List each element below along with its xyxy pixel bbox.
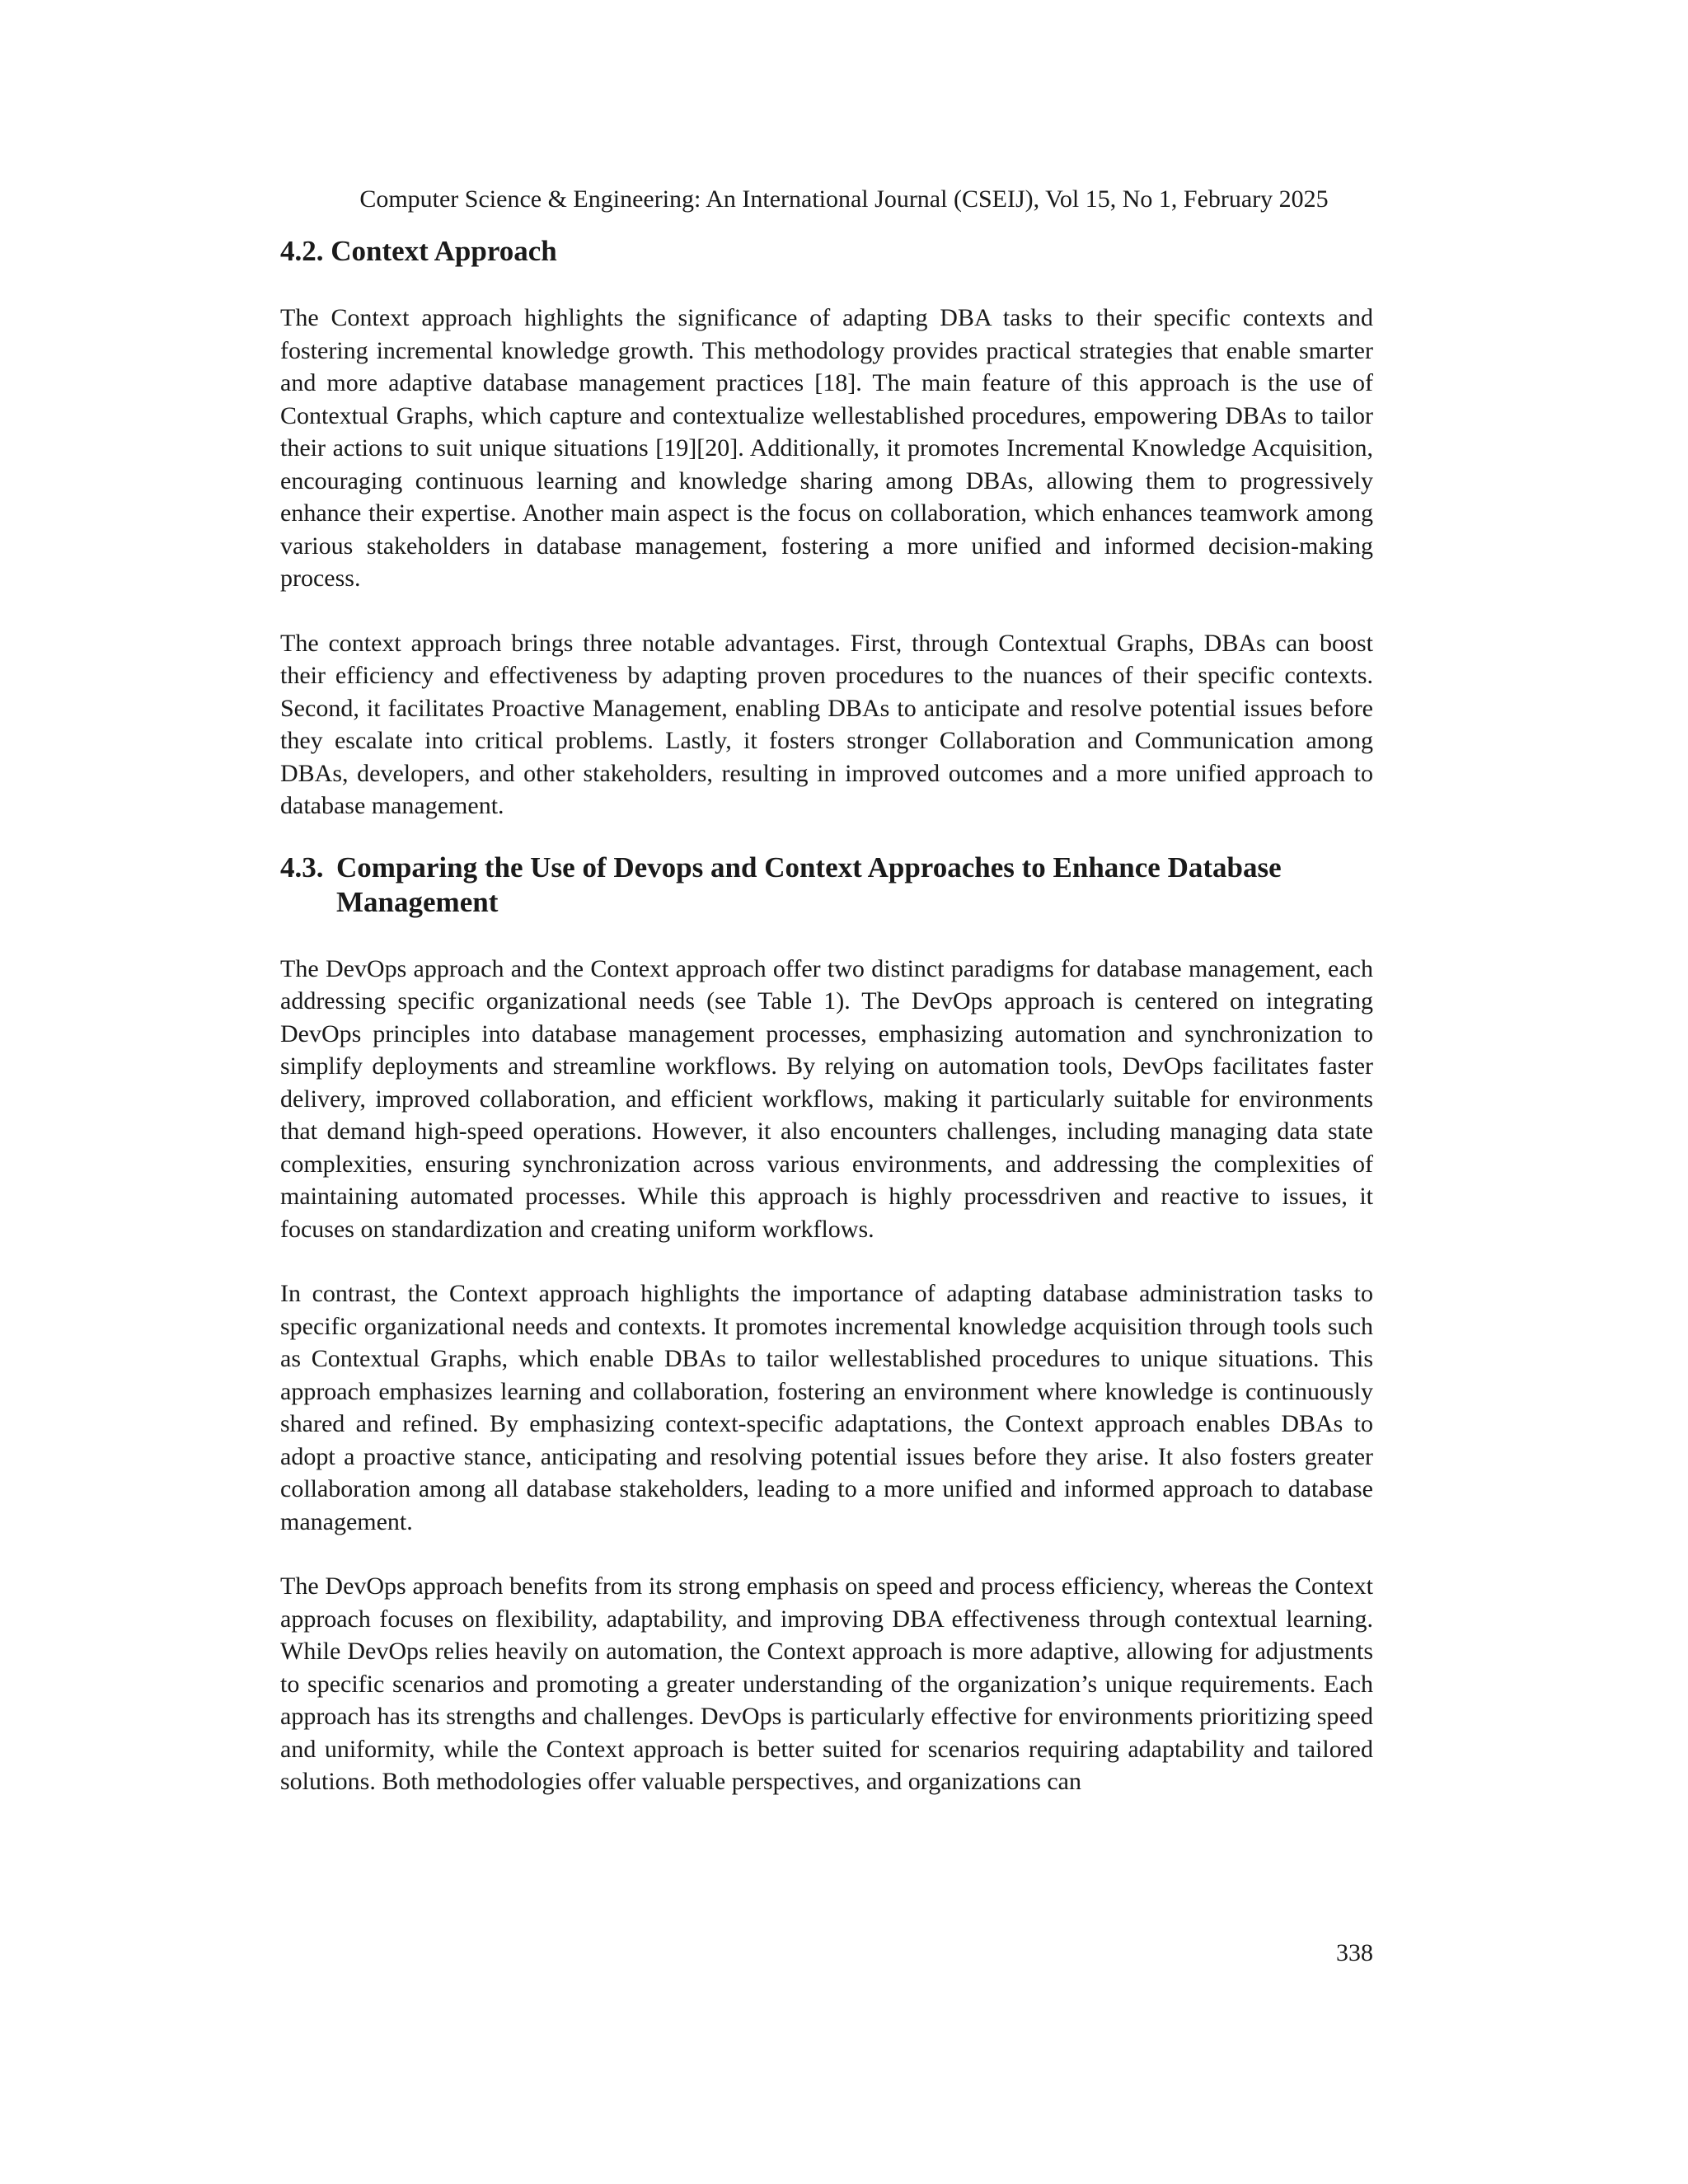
paragraph-comparison-1: The DevOps approach and the Context approach offer two distinct paradigms for database management, each addressing specific organizational needs (see Table 1). The DevOps approach is centered on integrating DevOps principles into database management processes, emphasizing automation and synchronization to simplify deployments and streamline workflows. By relying on automation tools, DevOps facilitates faster delivery, improved collaboration, and efficient workflows, making it particularly suitable for environments that demand high-speed operations. However, it also encounters challenges, including managing data state complexities, ensuring synchronization across various environments, and addressing the complexities of maintaining automated processes. While this approach is highly processdriven and reactive to issues, it focuses on standardization and creating uniform workflows.: [280, 954, 1373, 1243]
paragraph-comparison-3: The DevOps approach benefits from its strong emphasis on speed and process efficiency, whereas the Context approach focuses on flexibility, adaptability, and improving DBA effectiveness through contextual learning. While DevOps relies heavily on automation, the Context approach is more adaptive, allowing for adjustments to specific scenarios and promoting a greater understanding of the organization’s unique requirements. Each approach has its strengths and challenges. DevOps is particularly effective for environments prioritizing speed and uniformity, while the Context approach is better suited for scenarios requiring adaptability and tailored solutions. Both methodologies offer valuable perspectives, and organizations can: [280, 1572, 1373, 1795]
page-number: 338: [1336, 1939, 1373, 1966]
section-heading-4-3: [280, 851, 1373, 920]
section-heading-4-2: 4.2. Context Approach: [280, 235, 557, 267]
paragraph-context-approach-1: The Context approach highlights the significance of adapting DBA tasks to their specific contexts and fostering incremental knowledge growth. This methodology provides practical strategies that enable smarter and more adaptive database management practices [18]. The main feature of this approach is the use of Contextual Graphs, which capture and contextualize wellestablished procedures, empowering DBAs to tailor their actions to suit unique situations [19][20]. Additionally, it promotes Incremental Knowledge Acquisition, encouraging continuous learning and knowledge sharing among DBAs, allowing them to progressively enhance their expertise. Another main aspect is the focus on collaboration, which enhances teamwork among various stakeholders in database management, fostering a more unified and informed decision-making process.: [280, 304, 1373, 592]
section-number-4-3: 4.3.: [280, 851, 324, 883]
page-content: [280, 234, 1373, 1798]
running-header: Computer Science & Engineering: An International Journal (CSEIJ), Vol 15, No 1, February 2025: [359, 185, 1329, 213]
paragraph-comparison-2: In contrast, the Context approach highlights the importance of adapting database administration tasks to specific organizational needs and contexts. It promotes incremental knowledge acquisition through tools such as Contextual Graphs, which enable DBAs to tailor wellestablished procedures to unique situations. This approach emphasizes learning and collaboration, fostering an environment where knowledge is continuously shared and refined. By emphasizing context-specific adaptations, the Context approach enables DBAs to adopt a proactive stance, anticipating and resolving potential issues before they arise. It also fosters greater collaboration among all database stakeholders, leading to a more unified and informed approach to database management.: [280, 1280, 1373, 1535]
paragraph-context-approach-2: The context approach brings three notable advantages. First, through Contextual Graphs, DBAs can boost their efficiency and effectiveness by adapting proven procedures to the nuances of their specific contexts. Second, it facilitates Proactive Management, enabling DBAs to anticipate and resolve potential issues before they escalate into critical problems. Lastly, it fosters stronger Collaboration and Communication among DBAs, developers, and other stakeholders, resulting in improved outcomes and a more unified approach to database management.: [280, 629, 1373, 819]
section-title-4-3: Comparing the Use of Devops and Context Approaches to Enhance Database Management: [336, 851, 1282, 918]
